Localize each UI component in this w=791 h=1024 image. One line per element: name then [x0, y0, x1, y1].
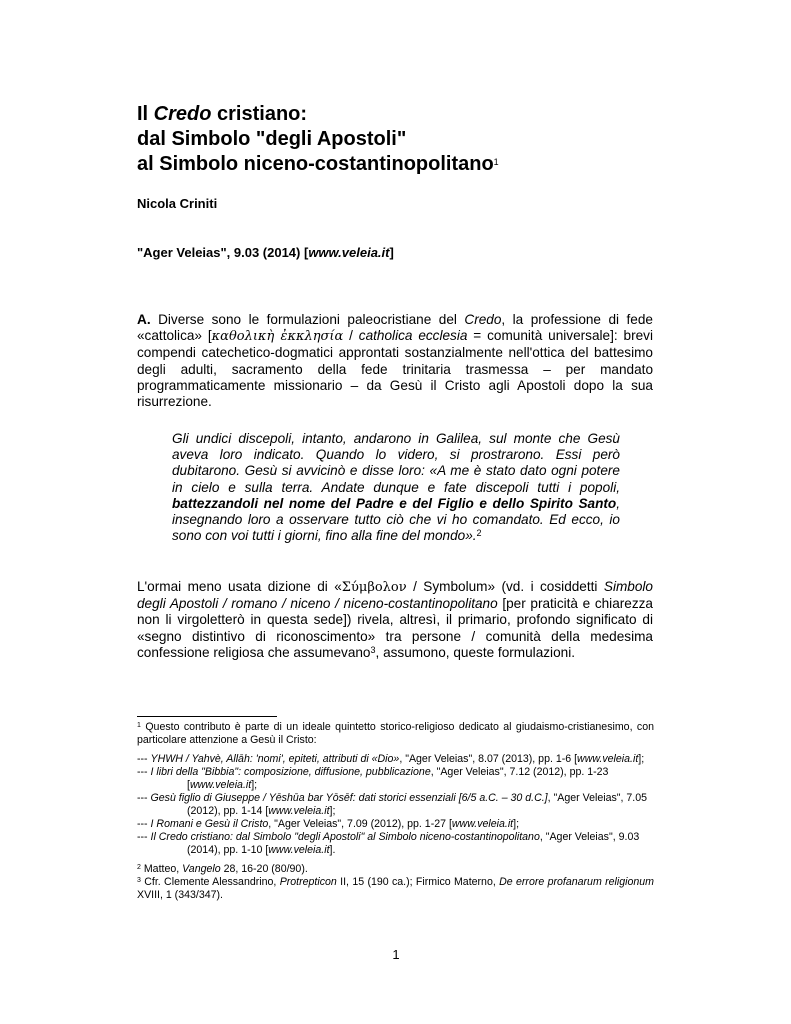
citation	[137, 245, 394, 261]
dash: ---	[137, 831, 151, 843]
fn2-text-2: 28, 16-20 (80/90).	[220, 863, 308, 875]
p1-text-2: , la professione di fede «cattolica» [	[137, 312, 653, 344]
p1-text-3: /	[343, 328, 359, 344]
fn3-italic-1: Protrepticon	[279, 876, 337, 888]
title-line-3-text: al Simbolo niceno-costantinopolitano	[137, 153, 494, 175]
footnote-ref-1[interactable]: 1	[493, 157, 499, 167]
fn2-italic: Vangelo	[182, 863, 221, 875]
quote-text-1: Gli undici discepoli, intanto, andarono in Galilea, sul monte che Gesù aveva loro indicato. Quando lo videro, si prostrarono. Essi però dubitarono. Gesù si avvicinò e disse loro: «A me è stato dato ogni potere in cielo e sulla terra. Andate dunque e fate discepoli tutti i popoli,	[172, 431, 620, 495]
quote-bold: battezzandoli nel nome del Padre e del Figlio e dello Spirito Santo	[172, 495, 617, 511]
dash: ---	[137, 792, 151, 804]
p2-greek: Σύμβολον	[341, 580, 407, 595]
paragraph-1	[137, 312, 653, 410]
footnote-number: 1	[137, 722, 141, 729]
item-rest: , "Ager Veleias", 8.07 (2013), pp. 1-6 [	[399, 753, 578, 765]
fn2-text-1: Matteo,	[140, 863, 183, 875]
p2-text-3: [per praticità e chiarezza non li virgoletterò in questa sede]) rivela, altresì, il primario, profondo significato di «segno distintivo di riconoscimento» tra persone / comunità della medesima confessione religiosa che assumevano	[137, 596, 653, 660]
item-rest: , "Ager Veleias", 7.05 (2012), pp. 1-14 [	[187, 792, 648, 817]
footnote-3	[137, 876, 654, 902]
dash: ---	[137, 753, 151, 765]
fn3-text-3: XVIII, 1 (343/347).	[137, 889, 223, 901]
item-title: Gesù figlio di Giuseppe / Yēshūa bar Yōsēf: dati storici essenziali [6/5 a.C. – 30 d.C.]	[150, 792, 548, 804]
footnote-1-item	[137, 792, 654, 818]
section-label: A.	[137, 312, 151, 327]
item-rest: , "Ager Veleias", 9.03 (2014), pp. 1-10 [	[187, 831, 640, 856]
title-prefix: Il	[137, 103, 154, 125]
block-quote	[172, 431, 620, 544]
p2-text-1: L'ormai meno usata dizione di «	[137, 579, 342, 594]
title-line-3	[137, 152, 499, 177]
p1-latin: catholica ecclesia	[358, 328, 468, 344]
quote-text-2: , insegnando loro a osservare tutto ciò che vi ho comandato. Ed ecco, io sono con voi tutti i giorni, fino alla fine del mondo».	[172, 495, 620, 544]
item-end: ];	[329, 805, 336, 817]
page-number: 1	[392, 947, 400, 962]
footnote-1	[137, 721, 654, 747]
citation-link[interactable]: www.veleia.it	[308, 245, 390, 260]
item-link[interactable]: www.veleia.it	[451, 818, 514, 830]
footnote-1-item	[137, 753, 654, 766]
item-rest: , "Ager Veleias", 7.12 (2012), pp. 1-23 [	[187, 766, 609, 791]
title-line-2: dal Simbolo "degli Apostoli"	[137, 128, 407, 150]
citation-prefix: "Ager Veleias", 9.03 (2014) [	[137, 245, 309, 260]
fn3-text-2: II, 15 (190 ca.); Firmico Materno,	[336, 876, 500, 888]
item-link[interactable]: www.veleia.it	[189, 779, 252, 791]
p2-text-2: / Symbolum» (vd. i cosiddetti	[406, 579, 604, 594]
p1-credo: Credo	[464, 312, 502, 327]
footnote-number: 2	[137, 864, 141, 871]
footnote-2	[137, 863, 654, 876]
p1-greek: καθολικὴ ἐκκλησία	[211, 329, 344, 345]
footnote-divider	[137, 716, 277, 717]
p2-text-4: , assumono, queste formulazioni.	[375, 644, 575, 660]
item-title: I Romani e Gesù il Cristo	[150, 818, 269, 830]
item-title: YHWH / Yahvè, Allāh: 'nomi', epiteti, attributi di «Dio»	[150, 753, 400, 765]
fn3-italic-2: De errore profanarum religionum	[499, 876, 654, 888]
footnotes	[137, 721, 654, 902]
item-link[interactable]: www.veleia.it	[268, 805, 330, 817]
title-line-1	[137, 102, 499, 127]
paragraph-2	[137, 579, 653, 661]
footnote-1-item	[137, 831, 654, 857]
title-suffix: cristiano:	[211, 103, 308, 125]
footnote-ref-2[interactable]: 2	[476, 528, 482, 539]
item-end: ];	[251, 779, 258, 791]
item-end: ];	[513, 818, 520, 830]
item-title: I libri della "Bibbia": composizione, diffusione, pubblicazione	[150, 766, 431, 778]
title-credo: Credo	[153, 103, 212, 125]
footnote-1-item	[137, 818, 654, 831]
document-title	[137, 102, 499, 177]
item-end: ];	[638, 753, 645, 765]
author-name: Nicola Criniti	[137, 196, 218, 211]
footnote-ref-3[interactable]: 3	[370, 644, 376, 655]
item-rest: , "Ager Veleias", 7.09 (2012), pp. 1-27 [	[268, 818, 452, 830]
citation-suffix: ]	[389, 245, 394, 260]
p2-italic: Simbolo degli Apostoli / romano / niceno / niceno-costantinopolitano	[137, 579, 653, 612]
item-link[interactable]: www.veleia.it	[577, 753, 639, 765]
dash: ---	[137, 766, 151, 778]
footnote-number: 3	[137, 877, 141, 884]
item-title: Il Credo cristiano: dal Simbolo "degli Apostoli" al Simbolo niceno-costantinopolitano	[150, 831, 540, 843]
footnote-1-intro: Questo contributo è parte di un ideale quintetto storico-religioso dedicato al giudaismo-cristianesimo, con particolare attenzione a Gesù il Cristo:	[137, 721, 654, 746]
dash: ---	[137, 818, 151, 830]
fn3-text-1: Cfr. Clemente Alessandrino,	[140, 876, 280, 888]
p1-text-1: Diverse sono le formulazioni paleocristiane del	[150, 312, 465, 327]
item-end: ].	[329, 844, 336, 856]
p1-text-4: = comunità universale]: brevi compendi catechetico-dogmatici approntati sostanzialmente nell'ottica del battesimo degli adulti, sacramento della fede trinitaria trasmessa – per mandato programmaticamente missionario – da Gesù il Cristo agli Apostoli dopo la sua risurrezione.	[137, 328, 653, 410]
item-link[interactable]: www.veleia.it	[268, 844, 330, 856]
footnote-1-item	[137, 766, 654, 792]
